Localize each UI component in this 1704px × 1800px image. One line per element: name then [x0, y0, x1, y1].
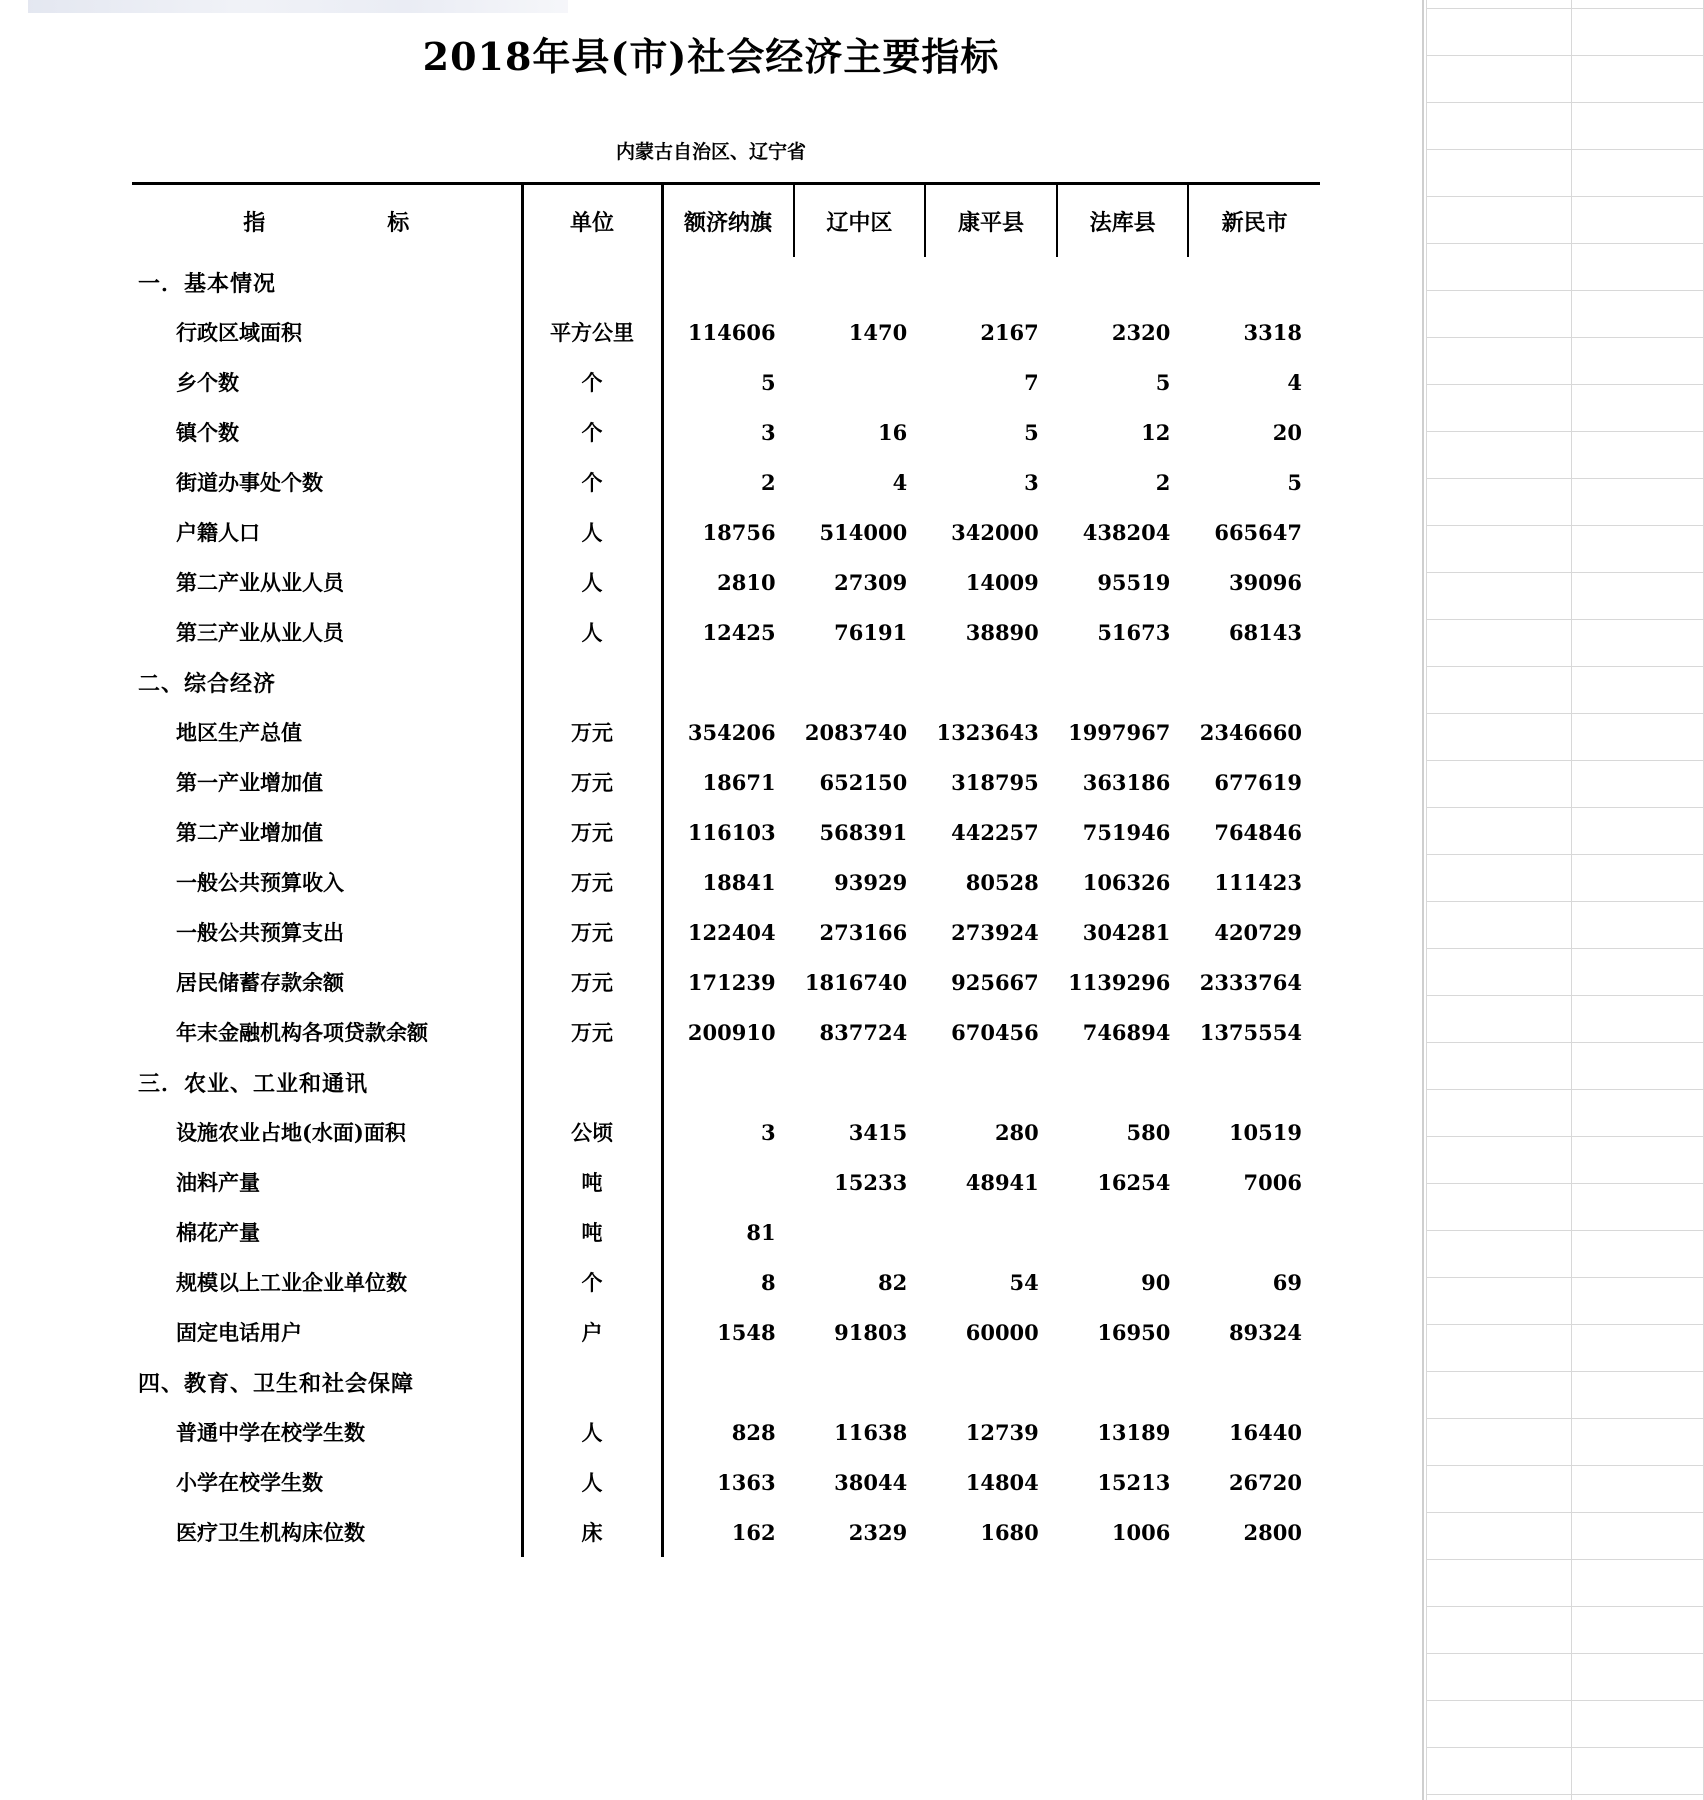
value-cell: 12	[1141, 419, 1171, 445]
table-row	[132, 807, 1320, 857]
value-cell	[925, 1207, 1057, 1257]
table-row	[132, 957, 1320, 1007]
indicator-label: 第三产业从业人员	[176, 620, 344, 645]
value-cell: 69	[1272, 1269, 1302, 1295]
value-cell: 81	[746, 1219, 776, 1245]
value-cell: 16254	[1097, 1169, 1171, 1195]
value-cell: 11638	[834, 1419, 908, 1445]
indicator-label: 行政区域面积	[176, 320, 302, 345]
value-cell: 751946	[1082, 819, 1171, 845]
value-cell	[662, 657, 794, 707]
gutter-grid-line	[1426, 713, 1704, 714]
value-cell: 580	[1126, 1119, 1171, 1145]
value-cell: 514000	[819, 519, 908, 545]
gutter-grid-line	[1426, 1559, 1704, 1560]
gutter-grid-line	[1426, 1277, 1704, 1278]
indicator-label: 年末金融机构各项贷款余额	[176, 1020, 428, 1045]
value-cell: 8	[760, 1269, 776, 1295]
value-cell: 3318	[1243, 319, 1302, 345]
value-cell: 16950	[1097, 1319, 1171, 1345]
value-cell: 51673	[1097, 619, 1171, 645]
gutter-grid-line	[1426, 666, 1704, 667]
indicator-label: 镇个数	[176, 420, 239, 445]
gutter-grid-line	[1426, 8, 1704, 9]
value-cell: 2800	[1243, 1519, 1302, 1545]
value-cell: 363186	[1082, 769, 1171, 795]
table-row	[132, 1407, 1320, 1457]
value-cell: 18841	[702, 869, 776, 895]
gutter-grid-edge	[1571, 0, 1572, 1800]
table-section-row	[132, 657, 1320, 707]
table-row	[132, 1107, 1320, 1157]
gutter-grid-line	[1426, 1418, 1704, 1419]
gutter-grid-line	[1426, 337, 1704, 338]
section-heading: 二、综合经济	[138, 670, 277, 697]
unit-cell: 万元	[522, 757, 662, 807]
value-cell: 1139296	[1068, 969, 1171, 995]
value-cell: 7006	[1243, 1169, 1302, 1195]
value-cell: 3	[1024, 469, 1039, 495]
value-cell	[1057, 1057, 1189, 1107]
spreadsheet-gutter	[1426, 0, 1704, 1800]
gutter-grid-line	[1426, 384, 1704, 385]
unit-cell: 万元	[522, 957, 662, 1007]
table-row	[132, 307, 1320, 357]
value-cell: 3	[760, 419, 776, 445]
gutter-grid-line	[1426, 525, 1704, 526]
value-cell: 1470	[848, 319, 908, 345]
value-cell: 171239	[687, 969, 776, 995]
unit-cell: 个	[522, 1257, 662, 1307]
unit-cell	[522, 657, 662, 707]
gutter-grid-line	[1426, 1136, 1704, 1137]
value-cell: 438204	[1082, 519, 1171, 545]
value-cell	[794, 657, 926, 707]
value-cell: 26720	[1228, 1469, 1302, 1495]
value-cell	[925, 1357, 1057, 1407]
value-cell: 27309	[834, 569, 908, 595]
value-cell: 342000	[951, 519, 1039, 545]
gutter-grid-line	[1426, 149, 1704, 150]
column-header-region-4: 新民市	[1188, 185, 1320, 257]
value-cell	[794, 357, 926, 407]
table-row	[132, 1157, 1320, 1207]
value-cell: 5	[760, 369, 776, 395]
table-row	[132, 1257, 1320, 1307]
value-cell: 2083740	[804, 719, 908, 745]
column-header-indicator	[132, 185, 522, 257]
value-cell: 18671	[702, 769, 776, 795]
value-cell	[662, 1357, 794, 1407]
value-cell: 106326	[1082, 869, 1171, 895]
page-subtitle: 内蒙古自治区、辽宁省	[615, 141, 806, 163]
value-cell: 68143	[1228, 619, 1302, 645]
value-cell: 4	[1287, 369, 1302, 395]
value-cell: 82	[877, 1269, 908, 1295]
section-heading: 三．农业、工业和通讯	[138, 1070, 369, 1097]
gutter-grid-line	[1426, 1606, 1704, 1607]
value-cell: 5	[1155, 369, 1171, 395]
indicator-label: 固定电话用户	[176, 1320, 302, 1345]
unit-cell	[522, 1057, 662, 1107]
table-header	[132, 185, 1320, 257]
value-cell: 7	[1024, 369, 1039, 395]
value-cell	[1188, 257, 1320, 307]
gutter-grid-line	[1426, 619, 1704, 620]
indicator-label: 第二产业增加值	[176, 820, 323, 845]
value-cell	[794, 1207, 926, 1257]
unit-cell	[522, 1357, 662, 1407]
indicator-label: 街道办事处个数	[176, 470, 323, 495]
unit-cell: 万元	[522, 907, 662, 957]
column-header-region-3: 法库县	[1057, 185, 1189, 257]
value-cell: 89324	[1228, 1319, 1302, 1345]
table-row	[132, 1457, 1320, 1507]
table-row	[132, 607, 1320, 657]
unit-cell: 床	[522, 1507, 662, 1557]
page-title: 2018年县(市)社会经济主要指标	[422, 34, 1000, 79]
value-cell	[794, 257, 926, 307]
value-cell: 665647	[1214, 519, 1302, 545]
unit-cell: 人	[522, 607, 662, 657]
gutter-grid-line	[1426, 1700, 1704, 1701]
table-row	[132, 407, 1320, 457]
value-cell: 1363	[717, 1469, 776, 1495]
gutter-grid-line	[1426, 431, 1704, 432]
indicator-label: 规模以上工业企业单位数	[176, 1270, 407, 1295]
value-cell: 114606	[687, 319, 776, 345]
value-cell: 1816740	[804, 969, 908, 995]
gutter-grid-line	[1426, 102, 1704, 103]
gutter-grid-line	[1426, 478, 1704, 479]
table-header-row	[132, 185, 1320, 257]
unit-cell: 平方公里	[522, 307, 662, 357]
value-cell: 1548	[717, 1319, 776, 1345]
value-cell	[925, 257, 1057, 307]
unit-cell: 个	[522, 457, 662, 507]
table-row	[132, 857, 1320, 907]
value-cell: 16440	[1228, 1419, 1302, 1445]
value-cell: 2	[760, 469, 776, 495]
value-cell: 354206	[687, 719, 776, 745]
value-cell: 111423	[1214, 869, 1302, 895]
gutter-grid-line	[1426, 760, 1704, 761]
value-cell: 442257	[951, 819, 1039, 845]
value-cell: 12739	[965, 1419, 1039, 1445]
unit-cell: 吨	[522, 1207, 662, 1257]
table-row	[132, 507, 1320, 557]
table-row	[132, 907, 1320, 957]
value-cell: 12425	[702, 619, 776, 645]
gutter-grid-line	[1426, 243, 1704, 244]
table-row	[132, 1507, 1320, 1557]
value-cell	[1057, 657, 1189, 707]
value-cell: 2346660	[1199, 719, 1302, 745]
table-section-row	[132, 257, 1320, 307]
unit-cell	[522, 257, 662, 307]
column-header-unit: 单位	[522, 185, 662, 257]
value-cell: 3	[760, 1119, 776, 1145]
gutter-grid-line	[1426, 1465, 1704, 1466]
gutter-grid-line	[1426, 196, 1704, 197]
value-cell	[1188, 1357, 1320, 1407]
value-cell: 1997967	[1068, 719, 1171, 745]
value-cell: 116103	[687, 819, 776, 845]
value-cell: 2320	[1111, 319, 1171, 345]
value-cell: 2810	[717, 569, 776, 595]
value-cell: 3415	[848, 1119, 908, 1145]
column-header-indicator-label: 指 标	[243, 209, 436, 236]
unit-cell: 万元	[522, 807, 662, 857]
value-cell	[662, 257, 794, 307]
value-cell: 54	[1009, 1269, 1039, 1295]
value-cell: 5	[1287, 469, 1302, 495]
gutter-grid-line	[1426, 1512, 1704, 1513]
table-row	[132, 757, 1320, 807]
indicator-label: 居民储蓄存款余额	[176, 970, 344, 995]
value-cell: 652150	[819, 769, 908, 795]
value-cell: 1375554	[1199, 1019, 1302, 1045]
gutter-grid-line	[1426, 572, 1704, 573]
value-cell: 18756	[702, 519, 776, 545]
value-cell	[925, 657, 1057, 707]
value-cell: 925667	[951, 969, 1039, 995]
statistics-table	[132, 185, 1320, 1557]
table-body	[132, 257, 1320, 1557]
unit-cell: 公顷	[522, 1107, 662, 1157]
section-heading: 四、教育、卫生和社会保障	[138, 1370, 415, 1397]
value-cell: 90	[1141, 1269, 1171, 1295]
value-cell: 280	[994, 1119, 1039, 1145]
gutter-grid-line	[1426, 1230, 1704, 1231]
value-cell	[1188, 1057, 1320, 1107]
value-cell: 13189	[1097, 1419, 1171, 1445]
unit-cell: 人	[522, 557, 662, 607]
indicator-label: 乡个数	[176, 370, 239, 395]
value-cell: 304281	[1082, 919, 1171, 945]
value-cell	[662, 1057, 794, 1107]
gutter-grid-line	[1426, 807, 1704, 808]
indicator-label: 医疗卫生机构床位数	[176, 1520, 365, 1545]
value-cell	[794, 1357, 926, 1407]
unit-cell: 万元	[522, 857, 662, 907]
column-header-region-1: 辽中区	[794, 185, 926, 257]
value-cell: 5	[1024, 419, 1039, 445]
value-cell: 273166	[819, 919, 908, 945]
table-row	[132, 707, 1320, 757]
value-cell: 38890	[965, 619, 1039, 645]
table-row	[132, 1007, 1320, 1057]
indicator-label: 一般公共预算支出	[176, 920, 344, 945]
value-cell	[662, 1157, 794, 1207]
unit-cell: 人	[522, 1457, 662, 1507]
gutter-grid-line	[1426, 995, 1704, 996]
table-section-row	[132, 1357, 1320, 1407]
column-header-region-0: 额济纳旗	[662, 185, 794, 257]
value-cell: 14804	[965, 1469, 1039, 1495]
value-cell: 420729	[1214, 919, 1302, 945]
statistics-table-wrapper	[132, 182, 1320, 1557]
value-cell: 1006	[1111, 1519, 1171, 1545]
value-cell: 122404	[687, 919, 776, 945]
gutter-grid-line	[1426, 290, 1704, 291]
value-cell: 95519	[1097, 569, 1171, 595]
gutter-grid-line	[1426, 1089, 1704, 1090]
value-cell: 746894	[1082, 1019, 1171, 1045]
value-cell: 2329	[848, 1519, 908, 1545]
unit-cell: 人	[522, 1407, 662, 1457]
section-heading: 一．基本情况	[138, 270, 277, 297]
scan-artifact	[28, 0, 568, 13]
table-row	[132, 1207, 1320, 1257]
value-cell	[925, 1057, 1057, 1107]
value-cell	[1188, 657, 1320, 707]
value-cell	[1188, 1207, 1320, 1257]
gutter-grid-line	[1426, 1747, 1704, 1748]
indicator-label: 普通中学在校学生数	[176, 1420, 365, 1445]
gutter-grid-line	[1426, 1183, 1704, 1184]
value-cell: 2333764	[1199, 969, 1302, 995]
value-cell: 39096	[1228, 569, 1302, 595]
value-cell: 60000	[965, 1319, 1039, 1345]
value-cell: 38044	[834, 1469, 908, 1495]
value-cell: 273924	[951, 919, 1039, 945]
value-cell: 2167	[980, 319, 1039, 345]
value-cell: 4	[892, 469, 908, 495]
value-cell: 568391	[819, 819, 908, 845]
indicator-label: 户籍人口	[176, 520, 260, 545]
indicator-label: 设施农业占地(水面)面积	[176, 1120, 406, 1145]
value-cell: 80528	[965, 869, 1039, 895]
value-cell: 93929	[834, 869, 908, 895]
value-cell: 200910	[687, 1019, 776, 1045]
value-cell: 837724	[819, 1019, 908, 1045]
value-cell	[1057, 1357, 1189, 1407]
value-cell: 10519	[1228, 1119, 1302, 1145]
value-cell: 15233	[834, 1169, 908, 1195]
value-cell: 91803	[834, 1319, 908, 1345]
value-cell: 20	[1272, 419, 1302, 445]
gutter-grid-line	[1426, 55, 1704, 56]
indicator-label: 第二产业从业人员	[176, 570, 344, 595]
indicator-label: 第一产业增加值	[176, 770, 323, 795]
unit-cell: 万元	[522, 707, 662, 757]
value-cell: 677619	[1214, 769, 1302, 795]
value-cell: 828	[731, 1419, 776, 1445]
unit-cell: 个	[522, 357, 662, 407]
indicator-label: 油料产量	[176, 1170, 260, 1195]
indicator-label: 小学在校学生数	[176, 1470, 323, 1495]
indicator-label: 地区生产总值	[176, 720, 302, 745]
value-cell: 1323643	[936, 719, 1039, 745]
table-row	[132, 457, 1320, 507]
value-cell: 2	[1155, 469, 1171, 495]
gutter-grid-line	[1426, 1653, 1704, 1654]
value-cell	[1057, 257, 1189, 307]
value-cell	[794, 1057, 926, 1107]
gutter-grid-line	[1426, 1794, 1704, 1795]
table-section-row	[132, 1057, 1320, 1107]
value-cell: 48941	[965, 1169, 1039, 1195]
value-cell: 318795	[951, 769, 1039, 795]
gutter-grid-line	[1426, 948, 1704, 949]
gutter-grid-line	[1426, 1324, 1704, 1325]
unit-cell: 万元	[522, 1007, 662, 1057]
unit-cell: 个	[522, 407, 662, 457]
value-cell: 670456	[951, 1019, 1039, 1045]
value-cell	[1057, 1207, 1189, 1257]
unit-cell: 户	[522, 1307, 662, 1357]
indicator-label: 棉花产量	[176, 1220, 260, 1245]
value-cell: 1680	[980, 1519, 1039, 1545]
indicator-label: 一般公共预算收入	[176, 870, 344, 895]
value-cell: 15213	[1097, 1469, 1171, 1495]
gutter-grid-line	[1426, 901, 1704, 902]
value-cell: 14009	[965, 569, 1039, 595]
gutter-grid-line	[1426, 1371, 1704, 1372]
table-row	[132, 1307, 1320, 1357]
gutter-grid-edge	[1426, 0, 1427, 1800]
unit-cell: 吨	[522, 1157, 662, 1207]
table-row	[132, 557, 1320, 607]
column-header-region-2: 康平县	[925, 185, 1057, 257]
unit-cell: 人	[522, 507, 662, 557]
value-cell: 16	[877, 419, 908, 445]
value-cell: 76191	[834, 619, 908, 645]
gutter-grid-line	[1426, 854, 1704, 855]
gutter-grid-line	[1426, 1042, 1704, 1043]
value-cell: 162	[731, 1519, 776, 1545]
table-row	[132, 357, 1320, 407]
value-cell: 764846	[1214, 819, 1302, 845]
